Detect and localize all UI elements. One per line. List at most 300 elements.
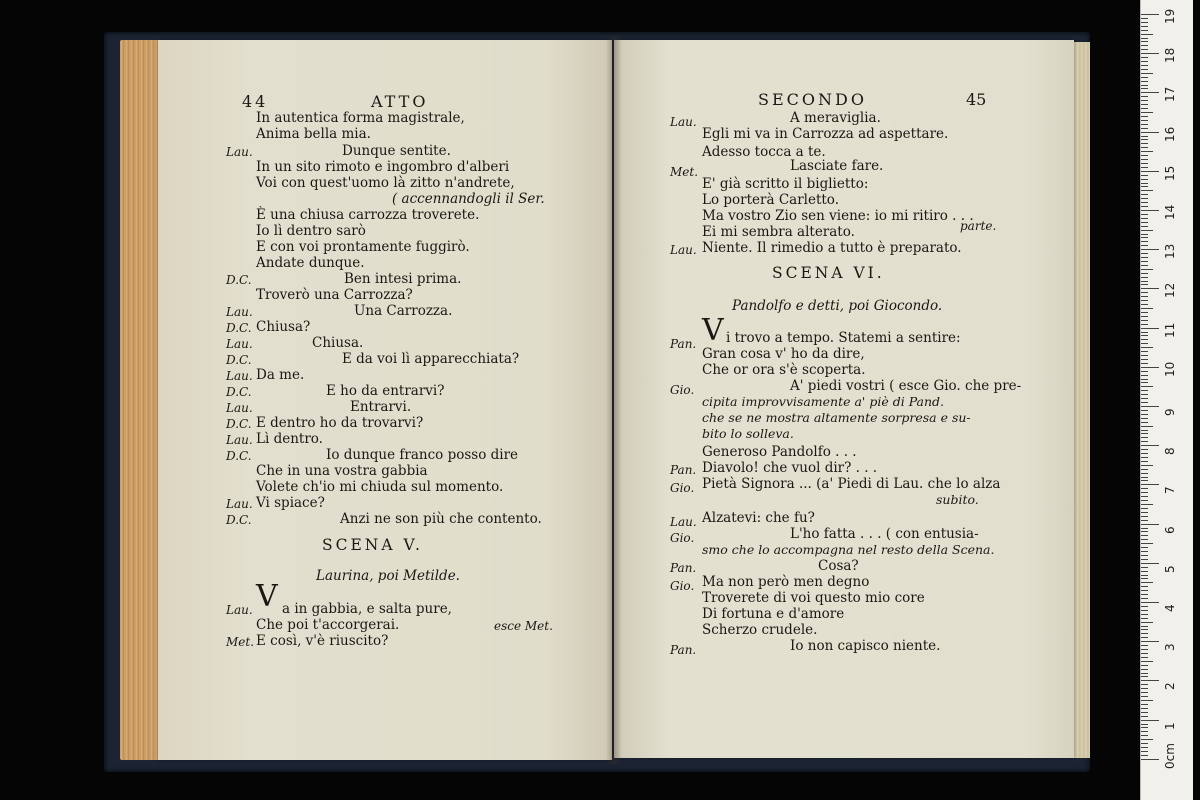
ruler-tick bbox=[1141, 194, 1148, 195]
ruler-label: 14 bbox=[1163, 204, 1177, 220]
ruler-tick bbox=[1141, 143, 1148, 144]
stage-direction: smo che lo accompagna nel resto della Scena. bbox=[702, 542, 995, 557]
stage-direction: cipita improvvisamente a' piè di Pand. bbox=[702, 394, 945, 409]
measurement-ruler bbox=[1140, 0, 1193, 800]
ruler-tick bbox=[1141, 296, 1148, 297]
ruler-tick bbox=[1141, 528, 1148, 529]
ruler-tick bbox=[1141, 226, 1148, 227]
text-line: E da voi lì apparecchiata? bbox=[342, 351, 520, 367]
ruler-tick bbox=[1141, 241, 1148, 242]
ruler-tick bbox=[1141, 347, 1153, 348]
ruler-tick bbox=[1141, 688, 1148, 689]
ruler-tick bbox=[1141, 465, 1153, 466]
ruler-tick bbox=[1141, 288, 1159, 289]
ruler-tick bbox=[1141, 477, 1148, 478]
stage-direction: che se ne mostra altamente sorpresa e su- bbox=[702, 410, 971, 425]
ruler-tick bbox=[1141, 92, 1159, 93]
ruler-tick bbox=[1141, 96, 1148, 97]
speaker-label: Pan. bbox=[670, 463, 697, 477]
text-line: Lì dentro. bbox=[256, 431, 323, 447]
ruler-tick bbox=[1141, 445, 1159, 446]
ruler-tick bbox=[1141, 551, 1148, 552]
ruler-tick bbox=[1141, 120, 1148, 121]
ruler-tick bbox=[1141, 292, 1148, 293]
speaker-label: Lau. bbox=[226, 603, 253, 617]
ruler-tick bbox=[1141, 567, 1148, 568]
ruler-tick bbox=[1141, 85, 1148, 86]
ruler-tick bbox=[1141, 343, 1148, 344]
text-line: Ma vostro Zio sen viene: io mi ritiro . . . bbox=[702, 208, 974, 224]
ruler-tick bbox=[1141, 351, 1148, 352]
ruler-tick bbox=[1141, 704, 1148, 705]
text-line: Che or ora s'è scoperta. bbox=[702, 362, 866, 378]
ruler-tick bbox=[1141, 49, 1148, 50]
text-line: Lo porterà Carletto. bbox=[702, 192, 839, 208]
ruler-tick bbox=[1141, 81, 1148, 82]
ruler-tick bbox=[1141, 139, 1148, 140]
ruler-tick bbox=[1141, 136, 1148, 137]
ruler-tick bbox=[1141, 469, 1148, 470]
ruler-tick bbox=[1141, 245, 1148, 246]
ruler-label: 16 bbox=[1163, 126, 1177, 142]
ruler-tick bbox=[1141, 73, 1153, 74]
text-line: L'ho fatta . . . ( con entusia- bbox=[790, 526, 979, 542]
ruler-tick bbox=[1141, 735, 1148, 736]
right-running-head: SECONDO bbox=[758, 90, 867, 109]
speaker-label: D.C. bbox=[226, 513, 252, 527]
ruler-tick bbox=[1141, 124, 1148, 125]
speaker-label: Pan. bbox=[670, 561, 697, 575]
ruler-tick bbox=[1141, 171, 1159, 172]
ruler-tick bbox=[1141, 155, 1148, 156]
ruler-tick bbox=[1141, 492, 1148, 493]
ruler-label: 2 bbox=[1163, 682, 1177, 691]
text-line: È una chiusa carrozza troverete. bbox=[256, 207, 480, 223]
speaker-label: Lau. bbox=[226, 497, 253, 511]
ruler-tick bbox=[1141, 461, 1148, 462]
ruler-tick bbox=[1141, 488, 1148, 489]
scene-cast: Pandolfo e detti, poi Giocondo. bbox=[732, 298, 943, 314]
ruler-tick bbox=[1141, 661, 1153, 662]
speaker-label: Lau. bbox=[670, 243, 697, 257]
ruler-tick bbox=[1141, 512, 1148, 513]
left-running-head: ATTO bbox=[371, 92, 429, 111]
ruler-tick bbox=[1141, 739, 1153, 740]
ruler-tick bbox=[1141, 680, 1159, 681]
ruler-tick bbox=[1141, 359, 1148, 360]
text-line: Niente. Il rimedio a tutto è preparato. bbox=[702, 240, 962, 256]
ruler-label: 4 bbox=[1163, 604, 1177, 612]
ruler-tick bbox=[1141, 202, 1148, 203]
speaker-label: Gio. bbox=[670, 481, 695, 495]
ruler-tick bbox=[1141, 578, 1148, 579]
text-line: Ei mi sembra alterato. bbox=[702, 224, 855, 240]
stage-direction: bito lo solleva. bbox=[702, 426, 794, 441]
ruler-tick bbox=[1141, 629, 1148, 630]
ruler-tick bbox=[1141, 355, 1148, 356]
ruler-tick bbox=[1141, 53, 1159, 54]
ruler-tick bbox=[1141, 590, 1148, 591]
drop-cap: V bbox=[702, 313, 724, 348]
ruler-tick bbox=[1141, 508, 1148, 509]
right-page-number: 45 bbox=[966, 90, 987, 109]
ruler-tick bbox=[1141, 426, 1153, 427]
ruler-tick bbox=[1141, 375, 1148, 376]
ruler-tick bbox=[1141, 755, 1148, 756]
ruler-tick bbox=[1141, 524, 1159, 525]
ruler-tick bbox=[1141, 598, 1148, 599]
ruler-label: 9 bbox=[1163, 408, 1177, 416]
speaker-label: Met. bbox=[670, 165, 699, 179]
text-line: Diavolo! che vuol dir? . . . bbox=[702, 460, 878, 476]
ruler-tick bbox=[1141, 253, 1148, 254]
ruler-tick bbox=[1141, 575, 1148, 576]
text-line: Che in una vostra gabbia bbox=[256, 463, 428, 479]
ruler-tick bbox=[1141, 339, 1148, 340]
scene-title: SCENA V. bbox=[322, 536, 423, 554]
text-line: Anima bella mia. bbox=[256, 126, 371, 142]
ruler-tick bbox=[1141, 386, 1153, 387]
ruler-tick bbox=[1141, 284, 1148, 285]
text-line: Vi spiace? bbox=[256, 495, 325, 511]
ruler-tick bbox=[1141, 116, 1148, 117]
ruler-tick bbox=[1141, 34, 1153, 35]
text-line: Adesso tocca a te. bbox=[702, 144, 826, 160]
text-line: Anzi ne son più che contento. bbox=[340, 511, 542, 527]
ruler-tick bbox=[1141, 100, 1148, 101]
page-block-edge bbox=[120, 40, 162, 760]
ruler-tick bbox=[1141, 637, 1148, 638]
speaker-label: Gio. bbox=[670, 531, 695, 545]
ruler-tick bbox=[1141, 727, 1148, 728]
ruler-tick bbox=[1141, 555, 1148, 556]
ruler-tick bbox=[1141, 437, 1148, 438]
speaker-label: Lau. bbox=[226, 433, 253, 447]
ruler-tick bbox=[1141, 214, 1148, 215]
ruler-tick bbox=[1141, 626, 1148, 627]
ruler-tick bbox=[1141, 335, 1148, 336]
ruler-tick bbox=[1141, 179, 1148, 180]
ruler-label: 1 bbox=[1163, 721, 1177, 730]
text-line: Egli mi va in Carrozza ad aspettare. bbox=[702, 126, 949, 142]
ruler-tick bbox=[1141, 38, 1148, 39]
ruler-tick bbox=[1141, 175, 1148, 176]
ruler-tick bbox=[1141, 300, 1148, 301]
ruler-tick bbox=[1141, 265, 1148, 266]
drop-cap: V bbox=[256, 579, 278, 614]
stage-direction: ( accennandogli il Ser. bbox=[392, 191, 545, 207]
scene-cast: Laurina, poi Metilde. bbox=[316, 568, 460, 584]
ruler-tick bbox=[1141, 198, 1148, 199]
ruler-tick bbox=[1141, 500, 1148, 501]
ruler-tick bbox=[1141, 281, 1148, 282]
text-line: Voi con quest'uomo là zitto n'andrete, bbox=[256, 175, 515, 191]
ruler-label: 6 bbox=[1163, 525, 1177, 534]
ruler-tick bbox=[1141, 441, 1148, 442]
ruler-tick bbox=[1141, 132, 1159, 133]
ruler-tick bbox=[1141, 759, 1159, 760]
ruler-tick bbox=[1141, 190, 1153, 191]
ruler-label: 7 bbox=[1163, 486, 1177, 495]
text-line: Pietà Signora ... (a' Piedi di Lau. che lo alza bbox=[702, 476, 1001, 492]
ruler-tick bbox=[1141, 371, 1148, 372]
ruler-tick bbox=[1141, 673, 1148, 674]
ruler-tick bbox=[1141, 700, 1153, 701]
text-line: i trovo a tempo. Statemi a sentire: bbox=[726, 330, 961, 346]
ruler-tick bbox=[1141, 237, 1148, 238]
ruler-tick bbox=[1141, 484, 1159, 485]
speaker-label: D.C. bbox=[226, 353, 252, 367]
ruler-label: 18 bbox=[1163, 47, 1177, 64]
speaker-label: Lau. bbox=[226, 337, 253, 351]
ruler-tick bbox=[1141, 586, 1148, 587]
ruler-tick bbox=[1141, 183, 1148, 184]
ruler-tick bbox=[1141, 18, 1148, 19]
ruler-tick bbox=[1141, 88, 1148, 89]
ruler-tick bbox=[1141, 269, 1153, 270]
ruler-tick bbox=[1141, 108, 1148, 109]
ruler-tick bbox=[1141, 261, 1148, 262]
ruler-tick bbox=[1141, 320, 1148, 321]
ruler-tick bbox=[1141, 402, 1148, 403]
ruler-tick bbox=[1141, 77, 1148, 78]
book-gutter bbox=[606, 36, 622, 764]
ruler-label: 0cm bbox=[1163, 742, 1177, 769]
speaker-label: D.C. bbox=[226, 449, 252, 463]
ruler-tick bbox=[1141, 41, 1148, 42]
text-line: E così, v'è riuscito? bbox=[256, 633, 389, 649]
ruler-tick bbox=[1141, 751, 1148, 752]
text-line: E dentro ho da trovarvi? bbox=[256, 415, 424, 431]
ruler-tick bbox=[1141, 449, 1148, 450]
speaker-label: Lau. bbox=[226, 145, 253, 159]
ruler-tick bbox=[1141, 649, 1148, 650]
ruler-tick bbox=[1141, 45, 1148, 46]
stage-direction: parte. bbox=[960, 219, 997, 233]
ruler-tick bbox=[1141, 433, 1148, 434]
ruler-tick bbox=[1141, 716, 1148, 717]
text-line: Una Carrozza. bbox=[354, 303, 453, 319]
text-line: Troverò una Carrozza? bbox=[256, 287, 413, 303]
speaker-label: Lau. bbox=[670, 115, 697, 129]
text-line: Volete ch'io mi chiuda sul momento. bbox=[256, 479, 504, 495]
ruler-tick bbox=[1141, 186, 1148, 187]
right-page bbox=[614, 40, 1074, 758]
ruler-tick bbox=[1141, 665, 1148, 666]
ruler-tick bbox=[1141, 720, 1159, 721]
text-line: Andate dunque. bbox=[256, 255, 365, 271]
text-line: A meraviglia. bbox=[790, 110, 881, 126]
text-line: E' già scritto il biglietto: bbox=[702, 176, 869, 192]
ruler-tick bbox=[1141, 543, 1153, 544]
ruler-tick bbox=[1141, 410, 1148, 411]
ruler-tick bbox=[1141, 332, 1148, 333]
ruler-tick bbox=[1141, 151, 1153, 152]
ruler-tick bbox=[1141, 249, 1159, 250]
ruler-tick bbox=[1141, 547, 1148, 548]
ruler-label: 12 bbox=[1163, 283, 1177, 299]
ruler-tick bbox=[1141, 30, 1148, 31]
text-line: Gran cosa v' ho da dire, bbox=[702, 346, 865, 362]
ruler-tick bbox=[1141, 516, 1148, 517]
ruler-tick bbox=[1141, 167, 1148, 168]
ruler-tick bbox=[1141, 504, 1153, 505]
ruler-tick bbox=[1141, 430, 1148, 431]
stage-direction: subito. bbox=[936, 492, 979, 507]
ruler-tick bbox=[1141, 731, 1148, 732]
ruler-tick bbox=[1141, 724, 1148, 725]
text-line: E con voi prontamente fuggirò. bbox=[256, 239, 470, 255]
text-line: Cosa? bbox=[818, 558, 859, 574]
text-line: Scherzo crudele. bbox=[702, 622, 818, 638]
text-line: Io non capisco niente. bbox=[790, 638, 941, 654]
ruler-tick bbox=[1141, 712, 1148, 713]
ruler-tick bbox=[1141, 669, 1148, 670]
ruler-tick bbox=[1141, 273, 1148, 274]
ruler-tick bbox=[1141, 684, 1148, 685]
text-line: Io dunque franco posso dire bbox=[326, 447, 519, 463]
ruler-tick bbox=[1141, 308, 1153, 309]
ruler-tick bbox=[1141, 676, 1148, 677]
ruler-tick bbox=[1141, 363, 1148, 364]
ruler-tick bbox=[1141, 394, 1148, 395]
ruler-tick bbox=[1141, 414, 1148, 415]
speaker-label: D.C. bbox=[226, 385, 252, 399]
ruler-tick bbox=[1141, 316, 1148, 317]
ruler-label: 8 bbox=[1163, 447, 1177, 456]
speaker-label: Gio. bbox=[670, 383, 695, 397]
left-page-number: 44 bbox=[242, 92, 269, 111]
ruler-tick bbox=[1141, 222, 1148, 223]
ruler-tick bbox=[1141, 206, 1148, 207]
ruler-tick bbox=[1141, 257, 1148, 258]
ruler-tick bbox=[1141, 571, 1148, 572]
speaker-label: Lau. bbox=[226, 401, 253, 415]
text-line: Ma non però men degno bbox=[702, 574, 870, 590]
ruler-tick bbox=[1141, 210, 1159, 211]
speaker-label: Pan. bbox=[670, 337, 697, 351]
ruler-tick bbox=[1141, 163, 1148, 164]
ruler-tick bbox=[1141, 128, 1148, 129]
ruler-tick bbox=[1141, 602, 1159, 603]
text-line: Lasciate fare. bbox=[790, 158, 884, 174]
speaker-label: D.C. bbox=[226, 321, 252, 335]
ruler-label: 13 bbox=[1163, 243, 1177, 260]
ruler-tick bbox=[1141, 539, 1148, 540]
text-line: In autentica forma magistrale, bbox=[256, 110, 465, 126]
ruler-tick bbox=[1141, 147, 1148, 148]
ruler-tick bbox=[1141, 22, 1148, 23]
ruler-tick bbox=[1141, 653, 1148, 654]
ruler-tick bbox=[1141, 610, 1148, 611]
text-line: A' piedi vostri ( esce Gio. che pre- bbox=[790, 378, 1022, 394]
ruler-tick bbox=[1141, 633, 1148, 634]
ruler-tick bbox=[1141, 520, 1148, 521]
stage-direction: esce Met. bbox=[494, 619, 553, 633]
ruler-tick bbox=[1141, 692, 1148, 693]
ruler-tick bbox=[1141, 406, 1159, 407]
ruler-label: 5 bbox=[1163, 565, 1177, 573]
ruler-tick bbox=[1141, 708, 1148, 709]
ruler-tick bbox=[1141, 14, 1159, 15]
speaker-label: Pan. bbox=[670, 643, 697, 657]
text-line: Chiusa. bbox=[312, 335, 364, 351]
ruler-tick bbox=[1141, 390, 1148, 391]
ruler-label: 15 bbox=[1163, 165, 1177, 181]
ruler-tick bbox=[1141, 606, 1148, 607]
text-line: Dunque sentite. bbox=[342, 143, 451, 159]
ruler-tick bbox=[1141, 696, 1148, 697]
ruler-tick bbox=[1141, 328, 1159, 329]
ruler-tick bbox=[1141, 559, 1148, 560]
ruler-tick bbox=[1141, 382, 1148, 383]
text-line: Io lì dentro sarò bbox=[256, 223, 366, 239]
ruler-tick bbox=[1141, 277, 1148, 278]
ruler-label: 11 bbox=[1163, 322, 1177, 338]
ruler-tick bbox=[1141, 312, 1148, 313]
ruler-label: 3 bbox=[1163, 643, 1177, 652]
ruler-label: 17 bbox=[1163, 87, 1177, 103]
speaker-label: Gio. bbox=[670, 579, 695, 593]
text-line: Troverete di voi questo mio core bbox=[702, 590, 925, 606]
ruler-tick bbox=[1141, 582, 1153, 583]
ruler-label: 19 bbox=[1163, 8, 1177, 24]
ruler-tick bbox=[1141, 57, 1148, 58]
ruler-tick bbox=[1141, 622, 1153, 623]
speaker-label: Lau. bbox=[670, 515, 697, 529]
text-line: Ben intesi prima. bbox=[344, 271, 462, 287]
ruler-tick bbox=[1141, 641, 1159, 642]
ruler-tick bbox=[1141, 480, 1148, 481]
ruler-tick bbox=[1141, 112, 1153, 113]
text-line: Entrarvi. bbox=[350, 399, 412, 415]
ruler-tick bbox=[1141, 230, 1153, 231]
ruler-tick bbox=[1141, 594, 1148, 595]
text-line: Chiusa? bbox=[256, 319, 311, 335]
speaker-label: Met. bbox=[226, 635, 255, 649]
ruler-tick bbox=[1141, 453, 1148, 454]
ruler-tick bbox=[1141, 418, 1148, 419]
text-line: a in gabbia, e salta pure, bbox=[282, 601, 452, 617]
left-page bbox=[158, 40, 612, 760]
ruler-tick bbox=[1141, 324, 1148, 325]
text-line: In un sito rimoto e ingombro d'alberi bbox=[256, 159, 510, 175]
speaker-label: Lau. bbox=[226, 305, 253, 319]
text-line: Alzatevi: che fu? bbox=[702, 510, 815, 526]
ruler-tick bbox=[1141, 379, 1148, 380]
ruler-tick bbox=[1141, 218, 1148, 219]
ruler-tick bbox=[1141, 563, 1159, 564]
ruler-tick bbox=[1141, 614, 1148, 615]
scene-title: SCENA VI. bbox=[772, 264, 885, 282]
ruler-tick bbox=[1141, 743, 1148, 744]
ruler-tick bbox=[1141, 367, 1159, 368]
ruler-tick bbox=[1141, 473, 1148, 474]
ruler-tick bbox=[1141, 26, 1148, 27]
ruler-label: 10 bbox=[1163, 361, 1177, 377]
ruler-tick bbox=[1141, 304, 1148, 305]
text-line: Di fortuna e d'amore bbox=[702, 606, 845, 622]
ruler-tick bbox=[1141, 457, 1148, 458]
ruler-tick bbox=[1141, 65, 1148, 66]
text-line: Generoso Pandolfo . . . bbox=[702, 444, 857, 460]
ruler-tick bbox=[1141, 535, 1148, 536]
ruler-tick bbox=[1141, 657, 1148, 658]
ruler-tick bbox=[1141, 496, 1148, 497]
ruler-tick bbox=[1141, 159, 1148, 160]
ruler-tick bbox=[1141, 618, 1148, 619]
speaker-label: Lau. bbox=[226, 369, 253, 383]
